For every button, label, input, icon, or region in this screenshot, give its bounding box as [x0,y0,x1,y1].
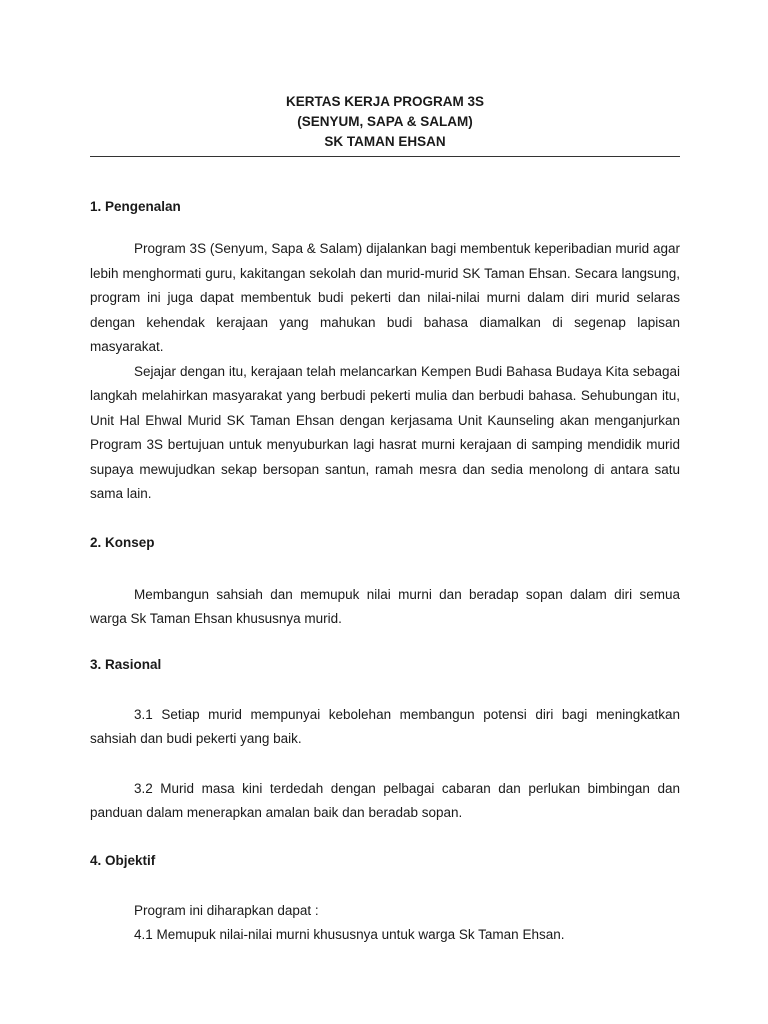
heading-konsep: 2. Konsep [90,534,155,550]
document-title [90,0,680,152]
title-line-2: (SENYUM, SAPA & SALAM) [297,114,473,129]
heading-pengenalan: 1. Pengenalan [90,199,181,214]
title-divider [90,156,680,157]
objektif-item-1: 4.1 Memupuk nilai-nilai murni khususnya untuk warga Sk Taman Ehsan. [134,927,565,942]
rasional-paragraph-1: 3.1 Setiap murid mempunyai kebolehan membangun potensi diri bagi meningkatkan sahsiah dan budi pekerti yang baik. [90,706,680,746]
heading-rasional: 3. Rasional [90,656,162,672]
konsep-paragraph: Membangun sahsiah dan memupuk nilai murni dan beradap sopan dalam diri semua warga Sk Taman Ehsan khususnya murid. [90,586,680,626]
heading-objektif: 4. Objektif [90,852,156,868]
rasional-paragraph-2: 3.2 Murid masa kini terdedah dengan pelbagai cabaran dan perlukan bimbingan dan panduan dalam menerapkan amalan baik dan beradab sopan. [90,780,680,820]
objektif-intro: Program ini diharapkan dapat : [134,902,319,918]
title-line-3: SK TAMAN EHSAN [324,134,446,149]
title-line-1: KERTAS KERJA PROGRAM 3S [285,94,485,109]
pengenalan-paragraph-2: Sejajar dengan itu, kerajaan telah melancarkan Kempen Budi Bahasa Budaya Kita sebagai langkah melahirkan masyarakat yang berbudi pekerti mulia dan berbudi bahasa. Sehubungan itu, Unit Hal Ehwal Murid SK Taman Ehsan dengan kerjasama Unit Kaunseling akan menganjurkan Program 3S bertujuan untuk menyuburkan lagi hasrat murni kerajaan di samping mendidik murid supaya mewujudkan sekap bersopan santun, ramah mesra dan sedia menolong di antara satu sama lain. [90,363,680,501]
pengenalan-paragraph-1: Program 3S (Senyum, Sapa & Salam) dijalankan bagi membentuk keperibadian murid agar lebih menghormati guru, kakitangan sekolah dan murid-murid SK Taman Ehsan. Secara langsung, program ini juga dapat membentuk budi pekerti dan nilai-nilai murni dalam diri murid selaras dengan kehendak kerajaan yang mahukan budi bahasa diamalkan di segenap lapisan masyarakat. [90,241,680,354]
